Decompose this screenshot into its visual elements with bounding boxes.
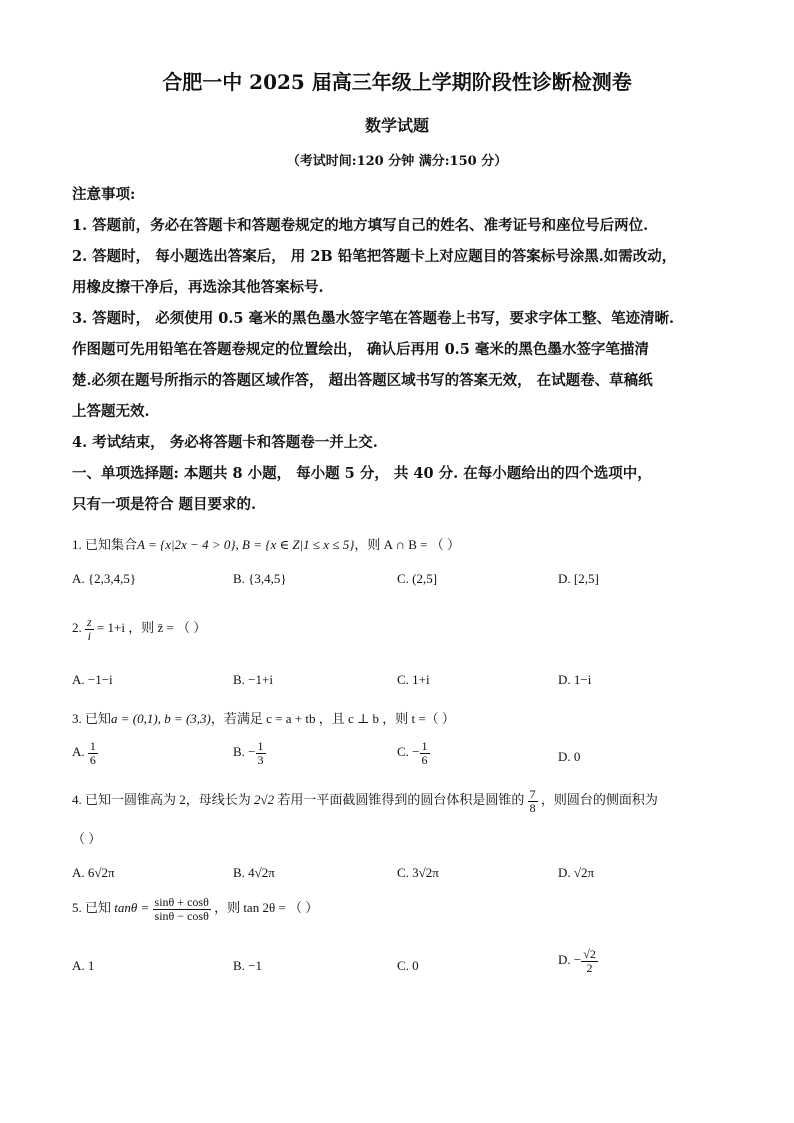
q4-option-c: C. 3√2π (397, 865, 439, 880)
notice-heading: 注意事项: (72, 186, 136, 203)
q3-option-b: B. − $\frac{1}{3}$ (233, 739, 264, 767)
question-4-stem: 4. 已知一圆锥高为 2，母线长为 2√2 若用一平面截圆锥得到的圆台体积是圆锥的 $\frac{7}{8}$ ，则圆台的侧面积为 (72, 787, 658, 815)
notice-line: 用橡皮擦干净后，再选涂其他答案标号. (72, 279, 324, 296)
q5-option-a: A. 1 (72, 958, 95, 973)
q1-option-a: A. {2,3,4,5} (72, 571, 137, 586)
notice-line: 4. 考试结束， 务必将答题卡和答题卷一并上交. (72, 434, 378, 451)
q2-option-d: D. 1−i (558, 672, 592, 687)
question-4-stem-cont: （ ） (72, 831, 102, 846)
exam-title: 合肥一中 2025 届高三年级上学期阶段性诊断检测卷 (162, 70, 632, 94)
q4-option-d: D. √2π (558, 865, 595, 880)
notice-line: 1. 答题前，务必在答题卡和答题卷规定的地方填写自己的姓名、准考证号和座位号后两位. (72, 217, 649, 234)
q3-option-d: D. 0 (558, 749, 581, 764)
q2-option-c: C. 1+i (397, 672, 430, 687)
question-3-stem: 3. 已知a = (0,1), b = (3,3)，若满足 c = a + tb ，且 c ⊥ b ，则 t =（ ） (72, 711, 455, 726)
q3-option-c: C. − $\frac{1}{6}$ (397, 739, 428, 767)
notice-line: 3. 答题时， 必须使用 0.5 毫米的黑色墨水签字笔在答题卷上书写，要求字体工整、笔迹清晰. (72, 310, 675, 327)
q3-option-a: A. $\frac{1}{6}$ (72, 739, 96, 767)
section-heading: 一、单项选择题: 本题共 8 小题， 每小题 5 分， 共 40 分. 在每小题给出的四个选项中， (72, 465, 652, 482)
q5-option-b: B. −1 (233, 958, 263, 973)
question-5-stem: 5. 已知 tanθ = $\frac{\sin\theta + \cos\theta}{\sin\theta - \cos\theta}$ ，则 tan 2θ = （ ） (72, 895, 319, 923)
q5-option-c: C. 0 (397, 958, 419, 973)
q1-option-b: B. {3,4,5} (233, 571, 287, 586)
question-1-stem: 1. 已知集合A = {x|2x − 4 > 0}, B = {x ∈ Z|1 ≤ x ≤ 5}，则 A ∩ B = （ ） (72, 537, 460, 552)
notice-line: 作图题可先用铅笔在答题卷规定的位置绘出， 确认后再用 0.5 毫米的黑色墨水签字笔描清 (72, 341, 649, 358)
notice-line: 上答题无效. (72, 403, 150, 420)
q2-option-a: A. −1−i (72, 672, 113, 687)
q1-option-d: D. [2,5] (558, 571, 599, 586)
q4-option-a: A. 6√2π (72, 865, 115, 880)
q1-option-c: C. (2,5] (397, 571, 438, 586)
notice-line: 楚.必须在题号所指示的答题区域作答， 超出答题区域书写的答案无效， 在试题卷、草稿纸 (72, 372, 653, 389)
q5-option-d: D. − $\frac{√2}{2}$ (558, 947, 596, 975)
exam-info: （考试时间:120 分钟 满分:150 分） (286, 154, 508, 169)
section-heading-cont: 只有一项是符合 题目要求的. (72, 496, 257, 513)
q4-option-b: B. 4√2π (233, 865, 275, 880)
question-2-stem: 2. $\frac{z}{i}$ = 1+i ，则 z̄ = （ ） (72, 615, 207, 643)
q2-option-b: B. −1+i (233, 672, 273, 687)
subject-title: 数学试题 (364, 116, 429, 135)
notice-line: 2. 答题时， 每小题选出答案后， 用 2B 铅笔把答题卡上对应题目的答案标号涂黑.如需改动， (72, 248, 677, 265)
